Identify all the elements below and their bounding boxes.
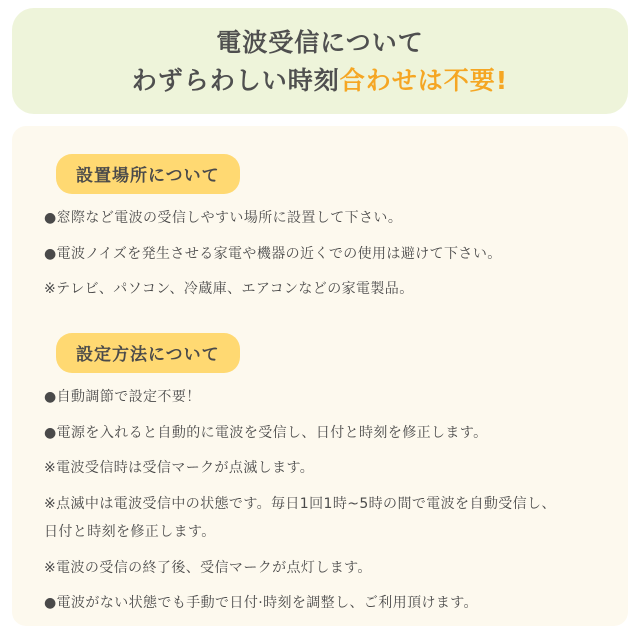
header-title-plain: わずらわしい時刻 [131, 66, 340, 96]
section-title-chip: 設置場所について [56, 154, 240, 194]
list-item: ※電波受信時は受信マークが点滅します。 [44, 460, 315, 477]
header-title-accent: 合わせは不要! [339, 66, 509, 96]
list-item: ●電源を入れると自動的に電波を受信し、日付と時刻を修正します。 [44, 424, 488, 441]
list-item: ※テレビ、パソコン、冷蔵庫、エアコンなどの家電製品。 [44, 281, 414, 298]
header-banner [12, 8, 628, 114]
section-title-chip: 設定方法について [56, 333, 240, 373]
list-item: ※電波の受信の終了後、受信マークが点灯します。 [44, 559, 372, 576]
list-item: ※点滅中は電波受信中の状態です。毎日1回1時~5時の間で電波を自動受信し、 [44, 496, 556, 513]
header-title-line-2 [132, 61, 508, 97]
body-panel [12, 126, 628, 626]
header-title-line-1: 電波受信について [216, 27, 424, 57]
section-installation-location [42, 154, 598, 301]
section-setup-method [42, 333, 598, 615]
list-item: ●自動調節で設定不要！ [44, 389, 201, 406]
list-item: ●電波がない状態でも手動で日付·時刻を調整し、ご利用頂けます。 [44, 595, 478, 612]
list-item-continuation: 日付と時刻を修正します。 [44, 523, 216, 540]
list-item: ●電波ノイズを発生させる家電や機器の近くでの使用は避けて下さい。 [44, 245, 502, 262]
list-item: ●窓際など電波の受信しやすい場所に設置して下さい。 [44, 210, 403, 226]
